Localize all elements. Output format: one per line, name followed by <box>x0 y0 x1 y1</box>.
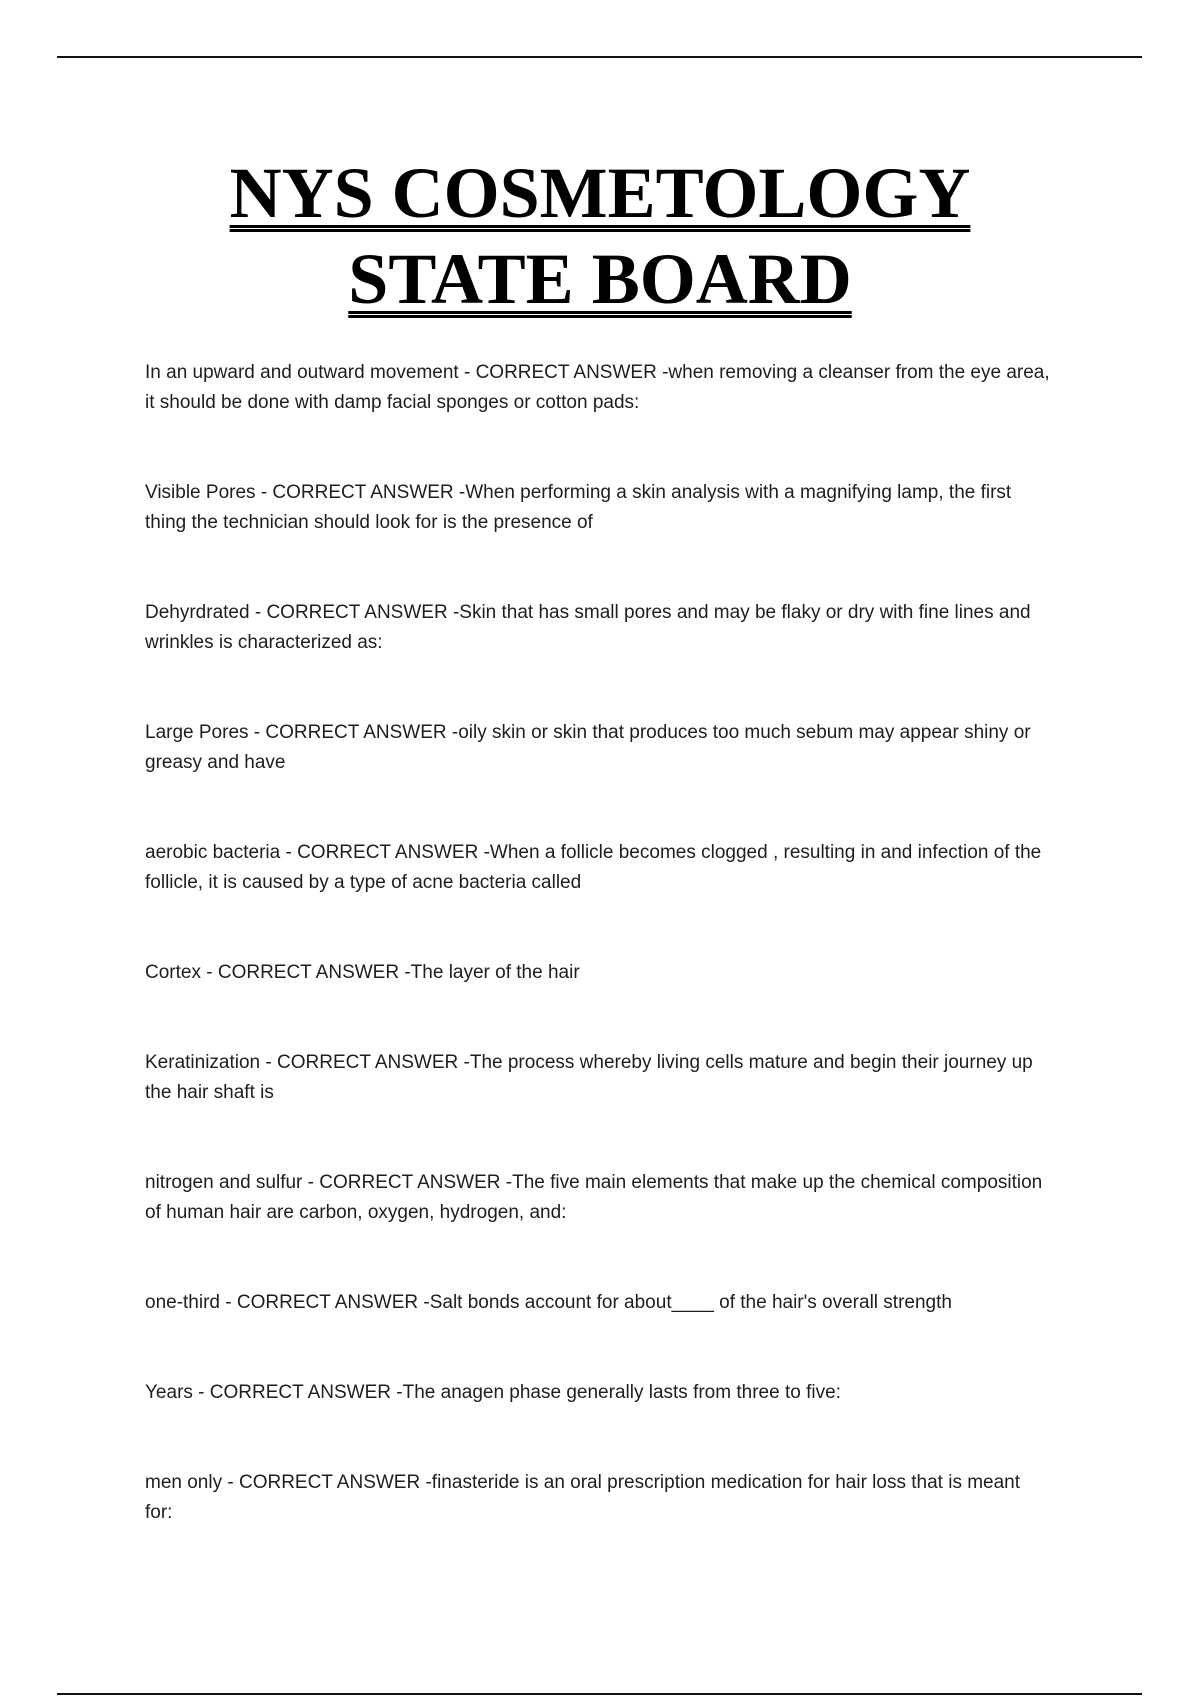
title-line-2: STATE BOARD <box>348 239 852 319</box>
qa-item: men only - CORRECT ANSWER -finasteride is an oral prescription medication for hair loss that is meant for: <box>145 1472 1021 1523</box>
qa-item: Dehyrdrated - CORRECT ANSWER -Skin that has small pores and may be flaky or dry with fine lines and wrinkles is characterized as: <box>145 602 1031 653</box>
qa-item: Cortex - CORRECT ANSWER -The layer of the hair <box>145 962 580 983</box>
qa-item: one-third - CORRECT ANSWER -Salt bonds account for about____ of the hair's overall strength <box>145 1292 952 1313</box>
qa-list <box>145 358 1050 1588</box>
title-line-1: NYS COSMETOLOGY <box>229 153 971 233</box>
top-rule <box>57 56 1142 58</box>
qa-item: In an upward and outward movement - CORRECT ANSWER -when removing a cleanser from the eye area, it should be done with damp facial sponges or cotton pads: <box>145 362 1050 413</box>
qa-item: Years - CORRECT ANSWER -The anagen phase generally lasts from three to five: <box>145 1382 841 1403</box>
qa-item: nitrogen and sulfur - CORRECT ANSWER -The five main elements that make up the chemical composition of human hair are carbon, oxygen, hydrogen, and: <box>145 1172 1043 1223</box>
qa-item: aerobic bacteria - CORRECT ANSWER -When a follicle becomes clogged , resulting in and infection of the follicle, it is caused by a type of acne bacteria called <box>145 842 1042 893</box>
qa-item: Keratinization - CORRECT ANSWER -The process whereby living cells mature and begin their journey up the hair shaft is <box>145 1052 1033 1103</box>
document-title <box>0 150 1200 322</box>
qa-item: Large Pores - CORRECT ANSWER -oily skin or skin that produces too much sebum may appear shiny or greasy and have <box>145 722 1031 773</box>
bottom-rule <box>57 1693 1142 1695</box>
qa-item: Visible Pores - CORRECT ANSWER -When performing a skin analysis with a magnifying lamp, the first thing the technician should look for is the presence of <box>145 482 1012 533</box>
